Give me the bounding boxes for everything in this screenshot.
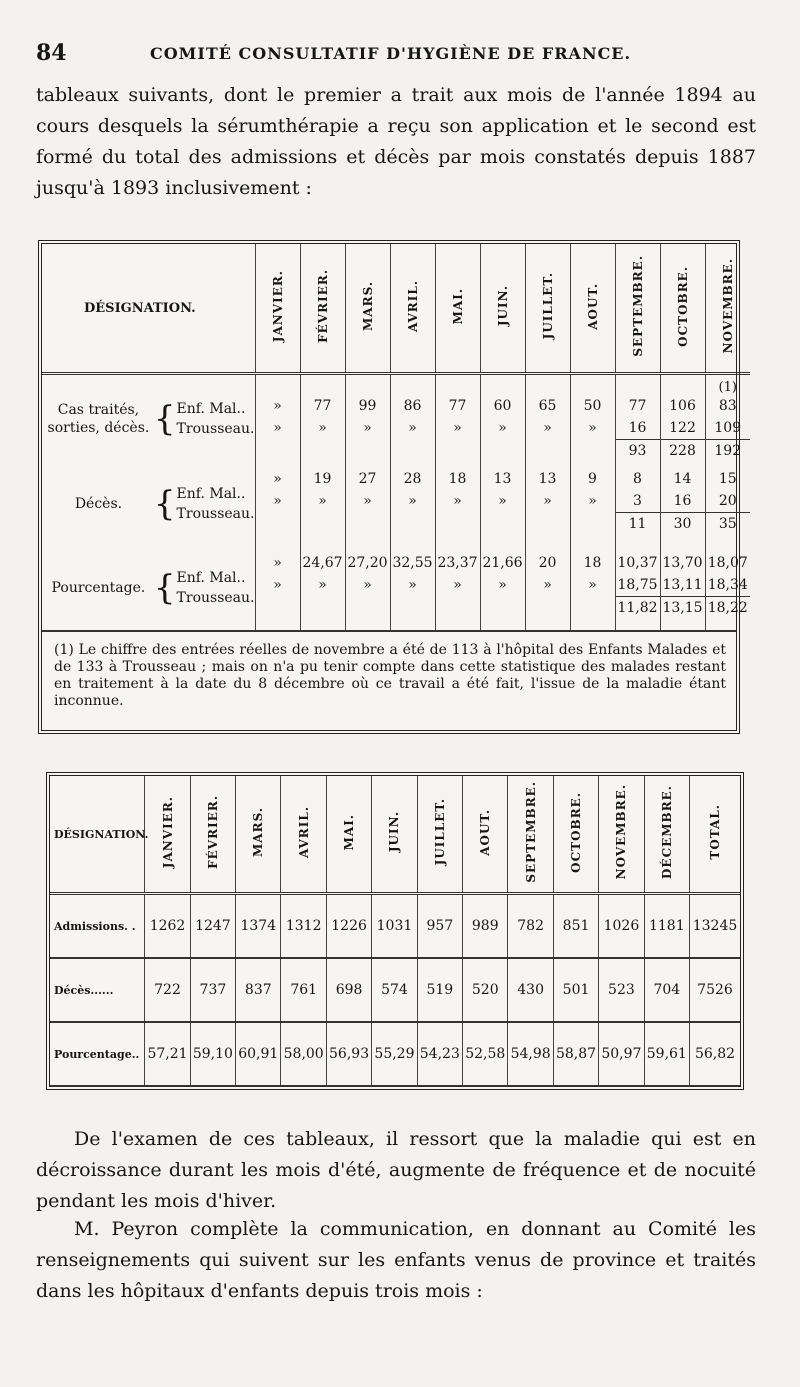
table1-cell <box>525 374 570 463</box>
table2-cell: 60,91 <box>236 1022 281 1086</box>
table1-value: 14 <box>673 471 692 487</box>
table1-cell <box>300 546 345 630</box>
table1-value: » <box>273 577 282 593</box>
table1-cell <box>345 546 390 630</box>
table1-value: 9 <box>588 471 597 487</box>
table1-value: 99 <box>358 398 377 414</box>
table1-value: » <box>318 577 327 593</box>
group-label: Décès. <box>74 496 123 512</box>
group-sublabel: sorties, décès. <box>47 419 150 436</box>
table1-value: 16 <box>628 420 647 436</box>
table1-value: 50 <box>583 398 602 414</box>
table1-total: 35 <box>706 512 751 535</box>
table2-cell: 59,61 <box>644 1022 689 1086</box>
table1-value: » <box>453 420 462 436</box>
table1-month-header: NOVEMBRE. <box>705 244 750 374</box>
table1-value: 20 <box>538 555 557 571</box>
table1-cell <box>390 462 435 546</box>
table1-cell <box>615 462 660 546</box>
table2-month-header: AVRIL. <box>281 776 326 894</box>
hospital-label: Enf. Mal.. <box>176 400 246 417</box>
table1-value: » <box>408 420 417 436</box>
table1-value: 122 <box>669 420 696 436</box>
table1-value: » <box>363 420 372 436</box>
conclusion-paragraph: De l'examen de ces tableaux, il ressort que la maladie qui est en décroissance durant les mois d'été, augmente de fréquence et de nocuité pendant les mois d'hiver. <box>36 1128 756 1212</box>
table2-month-header: MARS. <box>236 776 281 894</box>
table1-cell <box>480 462 525 546</box>
table1-value: 65 <box>538 398 557 414</box>
table2-cell: 782 <box>508 894 553 959</box>
table1-row-label <box>42 374 255 463</box>
table2-month-header: MAI. <box>326 776 371 894</box>
hospital-label: Trousseau. <box>176 420 255 437</box>
table1-month-header: SEPTEMBRE. <box>615 244 660 374</box>
table1-value: » <box>273 493 282 509</box>
table2-month-header: OCTOBRE. <box>553 776 598 894</box>
table2-cell: 1031 <box>372 894 417 959</box>
table1-group-row <box>42 546 750 630</box>
table1-cell <box>570 546 615 630</box>
table2-cell: 957 <box>417 894 462 959</box>
table2-grid <box>50 776 740 1087</box>
table2-month-header: FÉVRIER. <box>190 776 235 894</box>
table1-value: » <box>273 398 282 414</box>
table1-value: » <box>273 471 282 487</box>
table1-cell <box>660 546 705 630</box>
table1-month-header: FÉVRIER. <box>300 244 345 374</box>
table1-cell <box>435 546 480 630</box>
table2-cell: 501 <box>553 958 598 1022</box>
table1-cell <box>480 374 525 463</box>
table1-value: 13 <box>493 471 512 487</box>
table2-cell: 1181 <box>644 894 689 959</box>
hospital-label: Enf. Mal.. <box>176 570 246 586</box>
table1-value: 106 <box>669 398 696 414</box>
hospital-label: Trousseau. <box>176 506 255 522</box>
table2-cell: 722 <box>145 958 190 1022</box>
table2-cell: 837 <box>236 958 281 1022</box>
table1-row-label <box>42 546 255 630</box>
table1-value: » <box>543 577 552 593</box>
group-label: Pourcentage. <box>51 580 146 596</box>
table2-row-label: Admissions. . <box>50 894 145 959</box>
brace: { <box>153 484 176 524</box>
table1-cell <box>300 374 345 463</box>
table1-value: » <box>498 577 507 593</box>
table1-value: 77 <box>448 398 467 414</box>
brace: { <box>153 568 176 608</box>
table2-cell: 430 <box>508 958 553 1022</box>
table1-value: » <box>408 577 417 593</box>
table1-value: 10,37 <box>617 555 658 571</box>
table1-value: » <box>543 420 552 436</box>
table1-value: 18,34 <box>707 577 748 593</box>
table2-cell: 737 <box>190 958 235 1022</box>
table1-cell <box>255 546 300 630</box>
table1-value: 77 <box>313 398 332 414</box>
table1-group-row <box>42 462 750 546</box>
table1-designation-header: DÉSIGNATION. <box>42 244 255 374</box>
table1-cell <box>660 462 705 546</box>
table2-cell: 574 <box>372 958 417 1022</box>
table1-cell <box>660 374 705 463</box>
table1-value: 3 <box>633 493 642 509</box>
table2-cell: 55,29 <box>372 1022 417 1086</box>
table1-total: 192 <box>706 439 751 462</box>
table2-cell: 58,87 <box>553 1022 598 1086</box>
table2-row-label: Décès...... <box>50 958 145 1022</box>
table1-value: 18,75 <box>617 577 658 593</box>
table1-value: » <box>273 555 282 571</box>
running-title: COMITÉ CONSULTATIF D'HYGIÈNE DE FRANCE. <box>150 44 632 63</box>
table1-cell <box>390 374 435 463</box>
table2-cell: 519 <box>417 958 462 1022</box>
table2-cell: 57,21 <box>145 1022 190 1086</box>
table2-cell: 698 <box>326 958 371 1022</box>
table2-cell: 1026 <box>599 894 644 959</box>
table1-value: » <box>408 493 417 509</box>
table1-month-header: JANVIER. <box>255 244 300 374</box>
table1-cell <box>345 462 390 546</box>
table2-month-header: DÉCEMBRE. <box>644 776 689 894</box>
table1-cell <box>480 546 525 630</box>
table1-value: 21,66 <box>482 555 523 571</box>
table1-cell <box>570 462 615 546</box>
table1-month-header: OCTOBRE. <box>660 244 705 374</box>
table1-cell <box>345 374 390 463</box>
table1-value: » <box>588 493 597 509</box>
table2-month-header: NOVEMBRE. <box>599 776 644 894</box>
table1-month-header: MAI. <box>435 244 480 374</box>
table2-cell: 56,82 <box>690 1022 741 1086</box>
table1-cell <box>705 374 750 463</box>
table2-row-label: Pourcentage.. <box>50 1022 145 1086</box>
table1-value: 18 <box>448 471 467 487</box>
table1-value: 24,67 <box>302 555 343 571</box>
table1-value: 86 <box>403 398 422 414</box>
table2-cell: 704 <box>644 958 689 1022</box>
table1-cell <box>300 462 345 546</box>
table1-cell <box>435 462 480 546</box>
table1-value: 83 <box>718 398 737 414</box>
table2-cell: 54,98 <box>508 1022 553 1086</box>
table1-value: 27 <box>358 471 377 487</box>
table2-cell: 1247 <box>190 894 235 959</box>
table1-cell <box>705 462 750 546</box>
table2-cell: 54,23 <box>417 1022 462 1086</box>
table2-row <box>50 958 740 1022</box>
hospital-label: Trousseau. <box>176 590 255 606</box>
table2-row <box>50 894 740 959</box>
table2-cell: 50,97 <box>599 1022 644 1086</box>
table1-total: 11 <box>616 512 660 535</box>
table2-header-row <box>50 776 740 894</box>
table1-cell <box>615 374 660 463</box>
table2-month-header: JUIN. <box>372 776 417 894</box>
table-serotherapy-1894 <box>38 240 748 734</box>
table1-value: 109 <box>714 420 742 436</box>
table1-value: » <box>498 420 507 436</box>
table-totals-1887-1893 <box>46 772 744 1090</box>
table1-value: 18,07 <box>707 555 748 571</box>
table1-cell <box>255 374 300 463</box>
table1-value: 20 <box>718 493 737 509</box>
table2-cell: 851 <box>553 894 598 959</box>
table2-cell: 989 <box>463 894 508 959</box>
table2-cell: 58,00 <box>281 1022 326 1086</box>
table1-value: » <box>318 420 327 436</box>
table1-value: 28 <box>403 471 422 487</box>
table1-cell <box>390 546 435 630</box>
table2-cell: 1226 <box>326 894 371 959</box>
table2-cell: 1312 <box>281 894 326 959</box>
table1-total: 11,82 <box>616 596 660 619</box>
table1-value: » <box>318 493 327 509</box>
table1-value: » <box>543 493 552 509</box>
table1-header-row <box>42 244 750 374</box>
table1-month-header: JUILLET. <box>525 244 570 374</box>
table1-value: 8 <box>633 471 642 487</box>
table1-group-row <box>42 374 750 463</box>
table1-month-header: JUIN. <box>480 244 525 374</box>
table1-cell <box>525 546 570 630</box>
table1-value: 18 <box>583 555 602 571</box>
table1-value: » <box>498 493 507 509</box>
table2-month-header: AOUT. <box>463 776 508 894</box>
table1-value: 13,11 <box>662 577 703 593</box>
hospital-label: Enf. Mal.. <box>176 486 246 502</box>
table2-cell: 520 <box>463 958 508 1022</box>
footnote-marker: (1) <box>718 380 737 395</box>
table1-value: » <box>363 577 372 593</box>
table1-total: 228 <box>661 439 705 462</box>
table2-cell: 1262 <box>145 894 190 959</box>
table1-total: 30 <box>661 512 705 535</box>
table1-value: 32,55 <box>392 555 433 571</box>
table2-cell: 761 <box>281 958 326 1022</box>
table1-cell <box>435 374 480 463</box>
table2-month-header: JUILLET. <box>417 776 462 894</box>
table1-value: » <box>453 493 462 509</box>
table2-row <box>50 1022 740 1086</box>
table1-value: 60 <box>493 398 512 414</box>
group-label: Cas traités, <box>57 401 140 418</box>
table1-total: 13,15 <box>661 596 705 619</box>
table2-designation-header: DÉSIGNATION. <box>50 776 145 894</box>
table2-cell: 52,58 <box>463 1022 508 1086</box>
table1-month-header: MARS. <box>345 244 390 374</box>
page-number: 84 <box>36 40 67 66</box>
peyron-paragraph: M. Peyron complète la communication, en donnant au Comité les renseignements qui suivent sur les enfants venus de province et traités dans les hôpitaux d'enfants depuis trois mois : <box>36 1218 756 1302</box>
table1-value: » <box>453 577 462 593</box>
table1-total: 18,22 <box>706 596 751 619</box>
table1-footnote: (1) Le chiffre des entrées réelles de novembre a été de 113 à l'hôpital des Enfants Malades et de 133 à Trousseau ; mais on n'a pu tenir compte dans cette statistique des malades restant en traitement à la date du 8 décembre où ce travail a été fait, l'issue de la maladie étant inconnue. <box>42 630 736 716</box>
table1-value: » <box>363 493 372 509</box>
table1-value: 15 <box>718 471 737 487</box>
table2-month-header: TOTAL. <box>690 776 741 894</box>
table1-total: 93 <box>616 439 660 462</box>
table2-month-header: JANVIER. <box>145 776 190 894</box>
table1-value: » <box>273 420 282 436</box>
table1-row-label <box>42 462 255 546</box>
table2-cell: 7526 <box>690 958 741 1022</box>
table2-cell: 13245 <box>690 894 741 959</box>
table1-value: 27,20 <box>347 555 388 571</box>
table1-cell <box>705 546 750 630</box>
table2-cell: 1374 <box>236 894 281 959</box>
table1-value: 16 <box>673 493 692 509</box>
table2-month-header: SEPTEMBRE. <box>508 776 553 894</box>
table2-cell: 59,10 <box>190 1022 235 1086</box>
table1-month-header: AVRIL. <box>390 244 435 374</box>
table1-value: 77 <box>628 398 647 414</box>
table1-value: » <box>588 420 597 436</box>
table1-cell <box>255 462 300 546</box>
table1-month-header: AOUT. <box>570 244 615 374</box>
table1-value: 19 <box>313 471 332 487</box>
table1-cell <box>570 374 615 463</box>
table1-cell <box>615 546 660 630</box>
intro-paragraph: tableaux suivants, dont le premier a trait aux mois de l'année 1894 au cours desquels la sérumthérapie a reçu son application et le second est formé du total des admissions et décès par mois constatés depuis 1887 jusqu'à 1893 inclusivement : <box>36 84 756 199</box>
brace: { <box>153 398 176 439</box>
table1-cell <box>525 462 570 546</box>
table1-value: 23,37 <box>437 555 478 571</box>
table1-value: 13 <box>538 471 557 487</box>
table2-cell: 56,93 <box>326 1022 371 1086</box>
table2-cell: 523 <box>599 958 644 1022</box>
table1-grid <box>42 244 750 630</box>
table1-value: 13,70 <box>662 555 703 571</box>
table1-value: » <box>588 577 597 593</box>
